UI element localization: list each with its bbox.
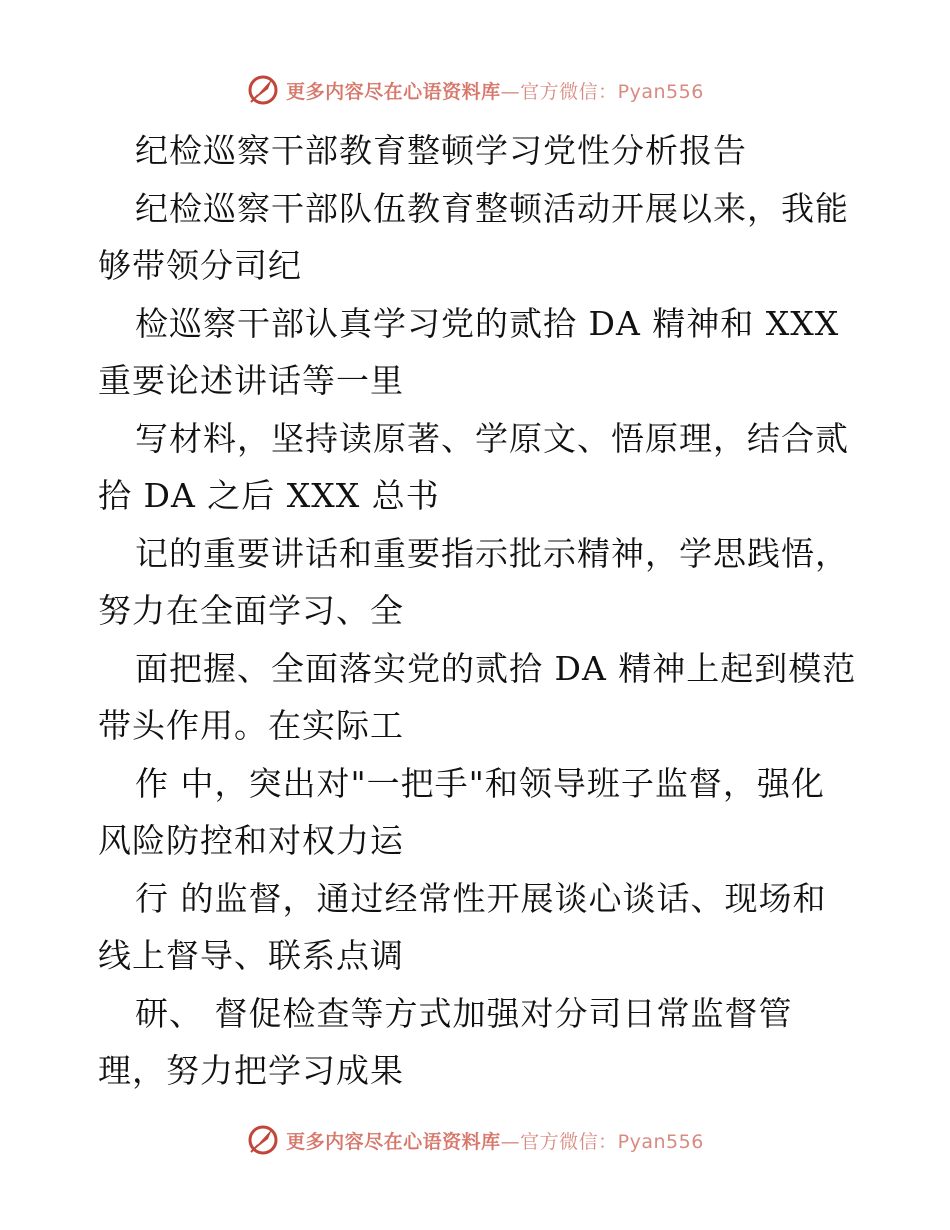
paragraph-line: 努力在全面学习、全	[98, 591, 404, 630]
footer-watermark-wechat: 官方微信：Pyan556	[520, 1130, 704, 1153]
paragraph-line: 风险防控和对权力运	[98, 821, 404, 860]
paragraph-line: 理，努力把学习成果	[98, 1051, 404, 1090]
document-body	[98, 122, 858, 1100]
paragraph-line: 重要论述讲话等一里	[98, 361, 404, 400]
paragraph-line: 纪检巡察干部队伍教育整顿活动开展以来，我能	[135, 188, 849, 228]
header-watermark-separator: —	[500, 80, 521, 103]
paragraph-line: 作 中，突出对"一把手"和领导班子监督，强化	[135, 763, 825, 803]
paragraph-line: 线上督导、联系点调	[98, 936, 404, 975]
quill-logo-icon	[246, 1123, 280, 1157]
header-watermark-text	[286, 77, 704, 104]
paragraph-line: 研、 督促检查等方式加强对分司日常监督管	[135, 993, 793, 1033]
paragraph-line: 够带领分司纪	[98, 246, 302, 285]
paragraph-line: 带头作用。在实际工	[98, 706, 404, 745]
paragraph-line: 面把握、全面落实党的贰拾 DA 精神上起到模范	[135, 648, 857, 688]
paragraph-line: 记的重要讲话和重要指示批示精神，学思践悟，	[135, 533, 849, 573]
header-watermark-wechat: 官方微信：Pyan556	[520, 80, 704, 103]
document-title: 纪检巡察干部教育整顿学习党性分析报告	[135, 131, 747, 170]
footer-watermark-separator: —	[500, 1130, 521, 1153]
footer-watermark-banner	[0, 1120, 950, 1160]
paragraph-line: 行 的监督，通过经常性开展谈心谈话、现场和	[135, 878, 827, 918]
paragraph-line: 写材料，坚持读原著、学原文、悟原理，结合贰	[135, 418, 849, 458]
footer-watermark-text	[286, 1127, 704, 1154]
paragraph-line: 拾 DA 之后 XXX 总书	[98, 476, 440, 515]
footer-watermark-main: 更多内容尽在心语资料库	[286, 1130, 501, 1153]
header-watermark-banner	[0, 70, 950, 110]
header-watermark-main: 更多内容尽在心语资料库	[286, 80, 501, 103]
paragraph-line: 检巡察干部认真学习党的贰拾 DA 精神和 XXX	[135, 303, 840, 343]
quill-logo-icon	[246, 73, 280, 107]
